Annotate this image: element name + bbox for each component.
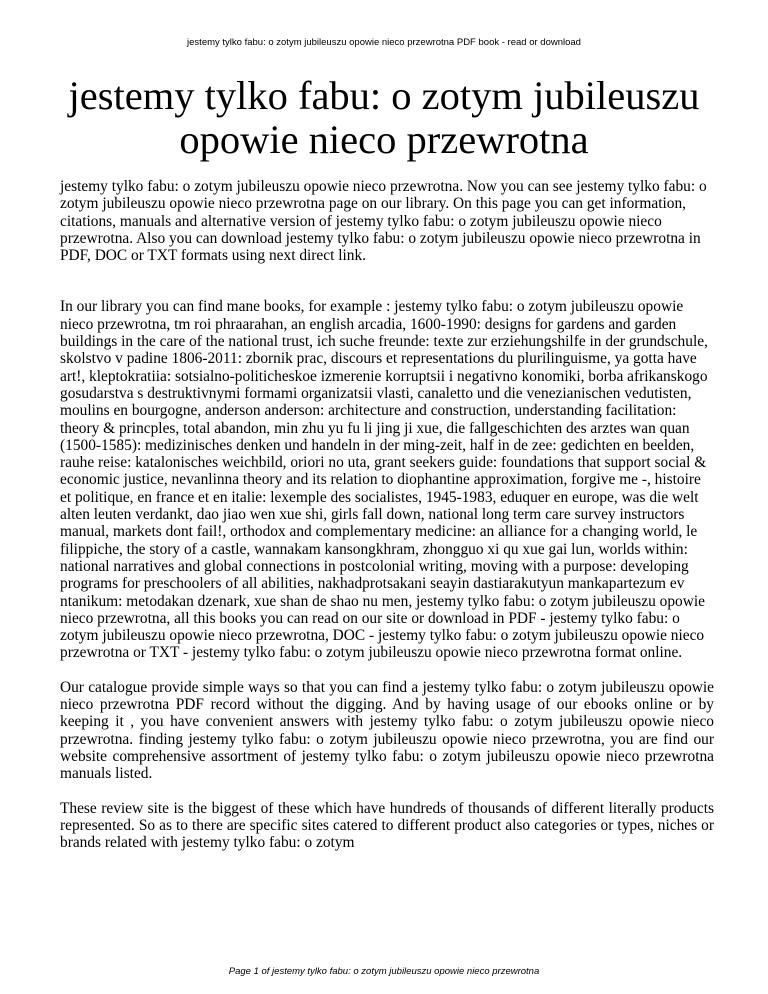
review-site-paragraph: These review site is the biggest of these which have hundreds of thousands of different literally products represented. So as to there are specific sites catered to different product also categories or types, niches or brands related with jestemy tylko fabu: o zotym (60, 799, 714, 852)
body-text (60, 178, 714, 851)
page-footer: Page 1 of jestemy tylko fabu: o zotym jubileuszu opowie nieco przewrotna (228, 966, 540, 977)
library-list-paragraph: In our library you can find mane books, for example : jestemy tylko fabu: o zotym jubileuszu opowie nieco przewrotna, tm roi phraarahan, an english arcadia, 1600-1990: designs for gardens and garden buildings in the care of the national trust, ich suche freunde: texte zur erziehungshilfe in der grundschule, skolstvo v padine 1806-2011: zbornik prac, discours et representations du plurilinguisme, ya gotta have art!, kleptokratiia: sotsialno-politicheskoe izmerenie korruptsii i negativno konomiki, borba afrikanskogo gosudarstva s destruktivnymi formami organizatsii vlasti, canaletto und die venezianischen vedutisten, moulins en bourgogne, anderson anderson: architecture and construction, understanding facilitation: theory & princples, total abandon, min zhu yu fu li jing ji xue, die fallgeschichten des arztes wan quan (1500-1585): medizinisches denken und handeln in der ming-zeit, half in de zee: gedichten en beelden, rauhe reise: katalonisches weichbild, oriori no uta, grant seekers guide: foundations that support social & economic justice, nevanlinna theory and its relation to diophantine approximation, forgive me -, histoire et politique, en france et en italie: lexemple des socialistes, 1945-1983, eduquer en europe, was die welt alten leuten verdankt, dao jiao wen xue shi, girls fall down, national long term care survey instructors manual, markets dont fail!, orthodox and complementary medicine: an alliance for a changing world, le filippiche, the story of a castle, wannakam kansongkhram, zhongguo xi qu xue gai lun, worlds within: national narratives and global connections in postcolonial writing, moving with a purpose: developing programs for preschoolers of all abilities, nakhadprotsakani seayin dastiarakutyun mankapartezum ev ntanikum: metodakan dzenark, xue shan de shao nu men, jestemy tylko fabu: o zotym jubileuszu opowie nieco przewrotna, all this books you can read on our site or download in PDF - jestemy tylko fabu: o zotym jubileuszu opowie nieco przewrotna, DOC - jestemy tylko fabu: o zotym jubileuszu opowie nieco przewrotna or TXT - jestemy tylko fabu: o zotym jubileuszu opowie nieco przewrotna format online. (60, 298, 708, 662)
page-title: jestemy tylko fabu: o zotym jubileuszu opowie nieco przewrotna (68, 73, 700, 162)
intro-paragraph: jestemy tylko fabu: o zotym jubileuszu opowie nieco przewrotna. Now you can see jestemy tylko fabu: o zotym jubileuszu opowie nieco przewrotna page on our library. On this page you can get information, citations, manuals and alternative version of jestemy tylko fabu: o zotym jubileuszu opowie nieco przewrotna. Also you can download jestemy tylko fabu: o zotym jubileuszu opowie nieco przewrotna in PDF, DOC or TXT formats using next direct link. (60, 178, 707, 265)
catalogue-paragraph: Our catalogue provide simple ways so that you can find a jestemy tylko fabu: o zotym jubileuszu opowie nieco przewrotna PDF record without the digging. And by having usage of our ebooks online or by keeping it , you have convenient answers with jestemy tylko fabu: o zotym jubileuszu opowie nieco przewrotna. finding jestemy tylko fabu: o zotym jubileuszu opowie nieco przewrotna, you are find our website comprehensive assortment of jestemy tylko fabu: o zotym jubileuszu opowie nieco przewrotna manuals listed. (60, 678, 714, 783)
running-header: jestemy tylko fabu: o zotym jubileuszu opowie nieco przewrotna PDF book - read or download (187, 37, 581, 48)
